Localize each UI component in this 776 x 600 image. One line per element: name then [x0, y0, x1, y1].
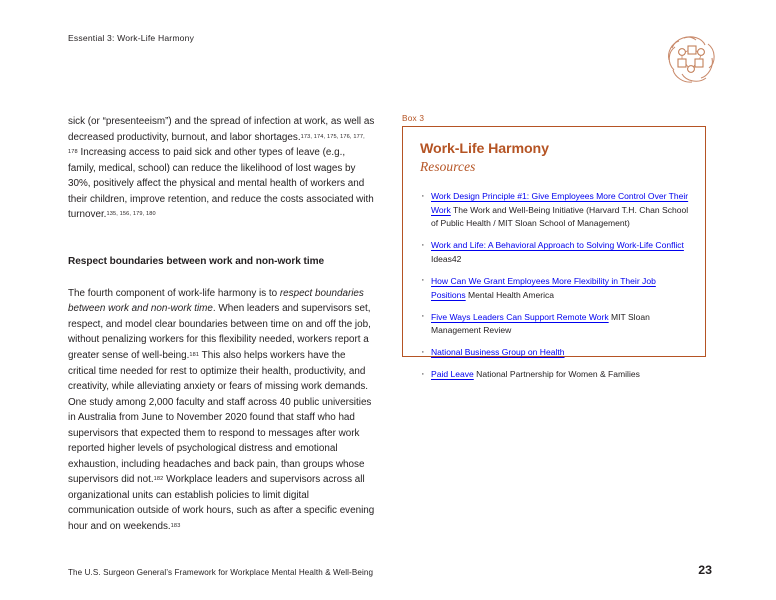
resource-source: The Work and Well-Being Initiative (Harvard T.H. Chan School of Public Health / MIT Sloan School of Management)	[431, 204, 689, 229]
network-nodes-pinwheel-icon	[658, 26, 724, 92]
citation-181: 181	[189, 352, 200, 358]
list-item	[420, 190, 689, 231]
list-item	[420, 311, 689, 338]
resource-link[interactable]: How Can We Grant Employees More Flexibility in Their Job Positions	[431, 275, 656, 300]
list-item	[420, 368, 689, 382]
resource-link[interactable]: Work Design Principle #1: Give Employees More Control Over Their Work	[431, 191, 689, 215]
citation-183: 183	[170, 523, 181, 530]
running-head: Essential 3: Work-Life Harmony	[68, 33, 195, 43]
resource-link[interactable]: Paid Leave	[431, 369, 474, 380]
resource-source: National Partnership for Women & Families	[473, 369, 640, 380]
paragraph-leave-benefits	[68, 114, 375, 223]
section-subheading: Respect boundaries between work and non-work time	[68, 255, 325, 267]
paragraph-2-segment-2: . When leaders and supervisors set, respect, and model clear boundaries between time on and off the job, without penalizing workers for this flexibility needed, workers report a greater sense of well-being.	[68, 303, 371, 362]
resource-list	[420, 190, 689, 382]
paragraph-respect-boundaries	[68, 286, 375, 535]
resource-link[interactable]: Work and Life: A Behavioral Approach to Solving Work-Life Conflict	[431, 240, 684, 251]
resource-source: Ideas42	[431, 253, 462, 264]
citation-182: 182	[153, 476, 164, 483]
page-number: 23	[698, 563, 712, 577]
paragraph-1-segment-2: Increasing access to paid sick and other types of leave (e.g., family, medical, school) can reduce the likelihood of lost wages by 30%, positively affect the physical and mental health of workers and their children, improve retention, and reduce the costs associated with turnover.	[68, 147, 374, 221]
citation-173-178: 173, 174, 175, 176, 177, 178	[68, 133, 365, 156]
paragraph-2-segment-3: This also helps workers have the critical time needed for rest to optimize their health, productivity, and creativity, while alleviating anxiety or fears of missing work demands. One study among 2,000 faculty and staff across 40 public universities in Australia from June to November 2020 found that staff who had supervisors that expected them to respond to messages after work reported higher levels of psychological distress and emotional exhaustion, including headaches and back pain, than groups whose supervisors did not.	[68, 350, 372, 486]
footer-title: The U.S. Surgeon General’s Framework for Workplace Mental Health & Well-Being	[68, 568, 374, 577]
resource-source: Mental Health America	[465, 289, 555, 300]
box-subtitle: Resources	[420, 159, 476, 174]
box-label: Box 3	[402, 113, 425, 123]
paragraph-1-segment-1: sick (or “presenteeism”) and the spread of infection at work, as well as decreased productivity, burnout, and labor shortages.	[68, 116, 375, 143]
list-item	[420, 346, 689, 360]
resource-source: MIT Sloan Management Review	[431, 311, 650, 336]
paragraph-2-italic-phrase: respect boundaries between work and non-work time	[68, 287, 364, 315]
resource-box	[402, 126, 706, 380]
paragraph-2-segment-4: Workplace leaders and supervisors across all organizational units can establish policies to limit digital communication outside of work hours, such as after a specific evening hour and on weekends.	[68, 474, 375, 533]
resource-link[interactable]: National Business Group on Health	[431, 347, 565, 358]
box-title: Work-Life Harmony	[420, 141, 549, 157]
list-item	[420, 239, 689, 266]
list-item	[420, 275, 689, 302]
main-text-column	[68, 114, 375, 535]
resource-link[interactable]: Five Ways Leaders Can Support Remote Work	[431, 311, 609, 322]
paragraph-2-segment-1: The fourth component of work-life harmony is to	[68, 287, 280, 299]
citation-135-180: 135, 156, 179, 180	[106, 211, 156, 218]
